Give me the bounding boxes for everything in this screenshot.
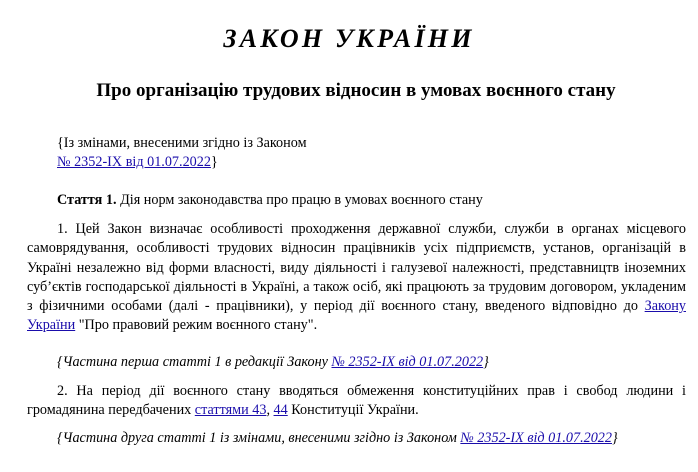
part-1-text: 1. Цей Закон визначає особливості проходження державної служби, служби в органах місцевого самоврядування, особливості трудових відносин працівників усіх підприємств, установ, організацій в Україні незалежно від форми власності, виду діяльності і галузевої належності, представництв іноземних суб’єктів господарської діяльності в Україні, а також осіб, які працюють за трудовим договором, укладеним з фізичними особами (далі - працівники), у період дії воєнного стану, введеного відповідно до xyxy=(27,221,686,315)
law-subtitle: Про організацію трудових відносин в умовах воєнного стану xyxy=(96,80,616,101)
part-2-note-text: {Частина друга статті 1 із змінами, внесеними згідно із Законом xyxy=(57,430,461,446)
part-1-note-law-link[interactable]: № 2352-IX від 01.07.2022 xyxy=(331,354,484,370)
part-2-note-closing: } xyxy=(612,430,618,446)
amendment-note-closing: } xyxy=(210,154,218,170)
part-2-separator: , xyxy=(266,402,274,419)
part-2-note-law-link[interactable]: № 2352-IX від 01.07.2022 xyxy=(460,430,612,446)
amendment-law-link[interactable]: № 2352-IX від 01.07.2022 xyxy=(57,154,211,170)
part-1-note-text: {Частина перша статті 1 в редакції Закону xyxy=(57,354,332,370)
law-title: ЗАКОН УКРАЇНИ xyxy=(223,24,475,53)
constitution-article-44-link[interactable]: 44 xyxy=(273,402,288,419)
part-2-text-end: Конституції України. xyxy=(287,402,419,419)
amendment-note-text: {Із змінами, внесеними згідно із Законом xyxy=(57,135,307,151)
article-1-header xyxy=(57,191,677,210)
martial-law-link[interactable]: Закону України xyxy=(27,298,686,334)
article-1-part-2 xyxy=(27,382,686,421)
constitution-article-43-link[interactable]: статтями 43 xyxy=(194,402,267,419)
part-1-text-end: "Про правовий режим воєнного стану". xyxy=(75,317,318,334)
amendment-note-line2 xyxy=(57,153,677,172)
article-1-part-1 xyxy=(27,220,686,336)
part-2-amendment-note xyxy=(27,429,686,448)
part-1-note-closing: } xyxy=(483,354,489,370)
amendment-note xyxy=(57,134,677,172)
part-2-text: 2. На період дії воєнного стану вводяться обмеження конституційних прав і свобод людини і громадянина передбачених xyxy=(27,383,686,419)
article-1-label: Стаття 1. xyxy=(57,192,117,208)
article-1-heading: Дія норм законодавства про працю в умовах воєнного стану xyxy=(120,192,483,208)
part-1-edition-note xyxy=(27,353,686,372)
